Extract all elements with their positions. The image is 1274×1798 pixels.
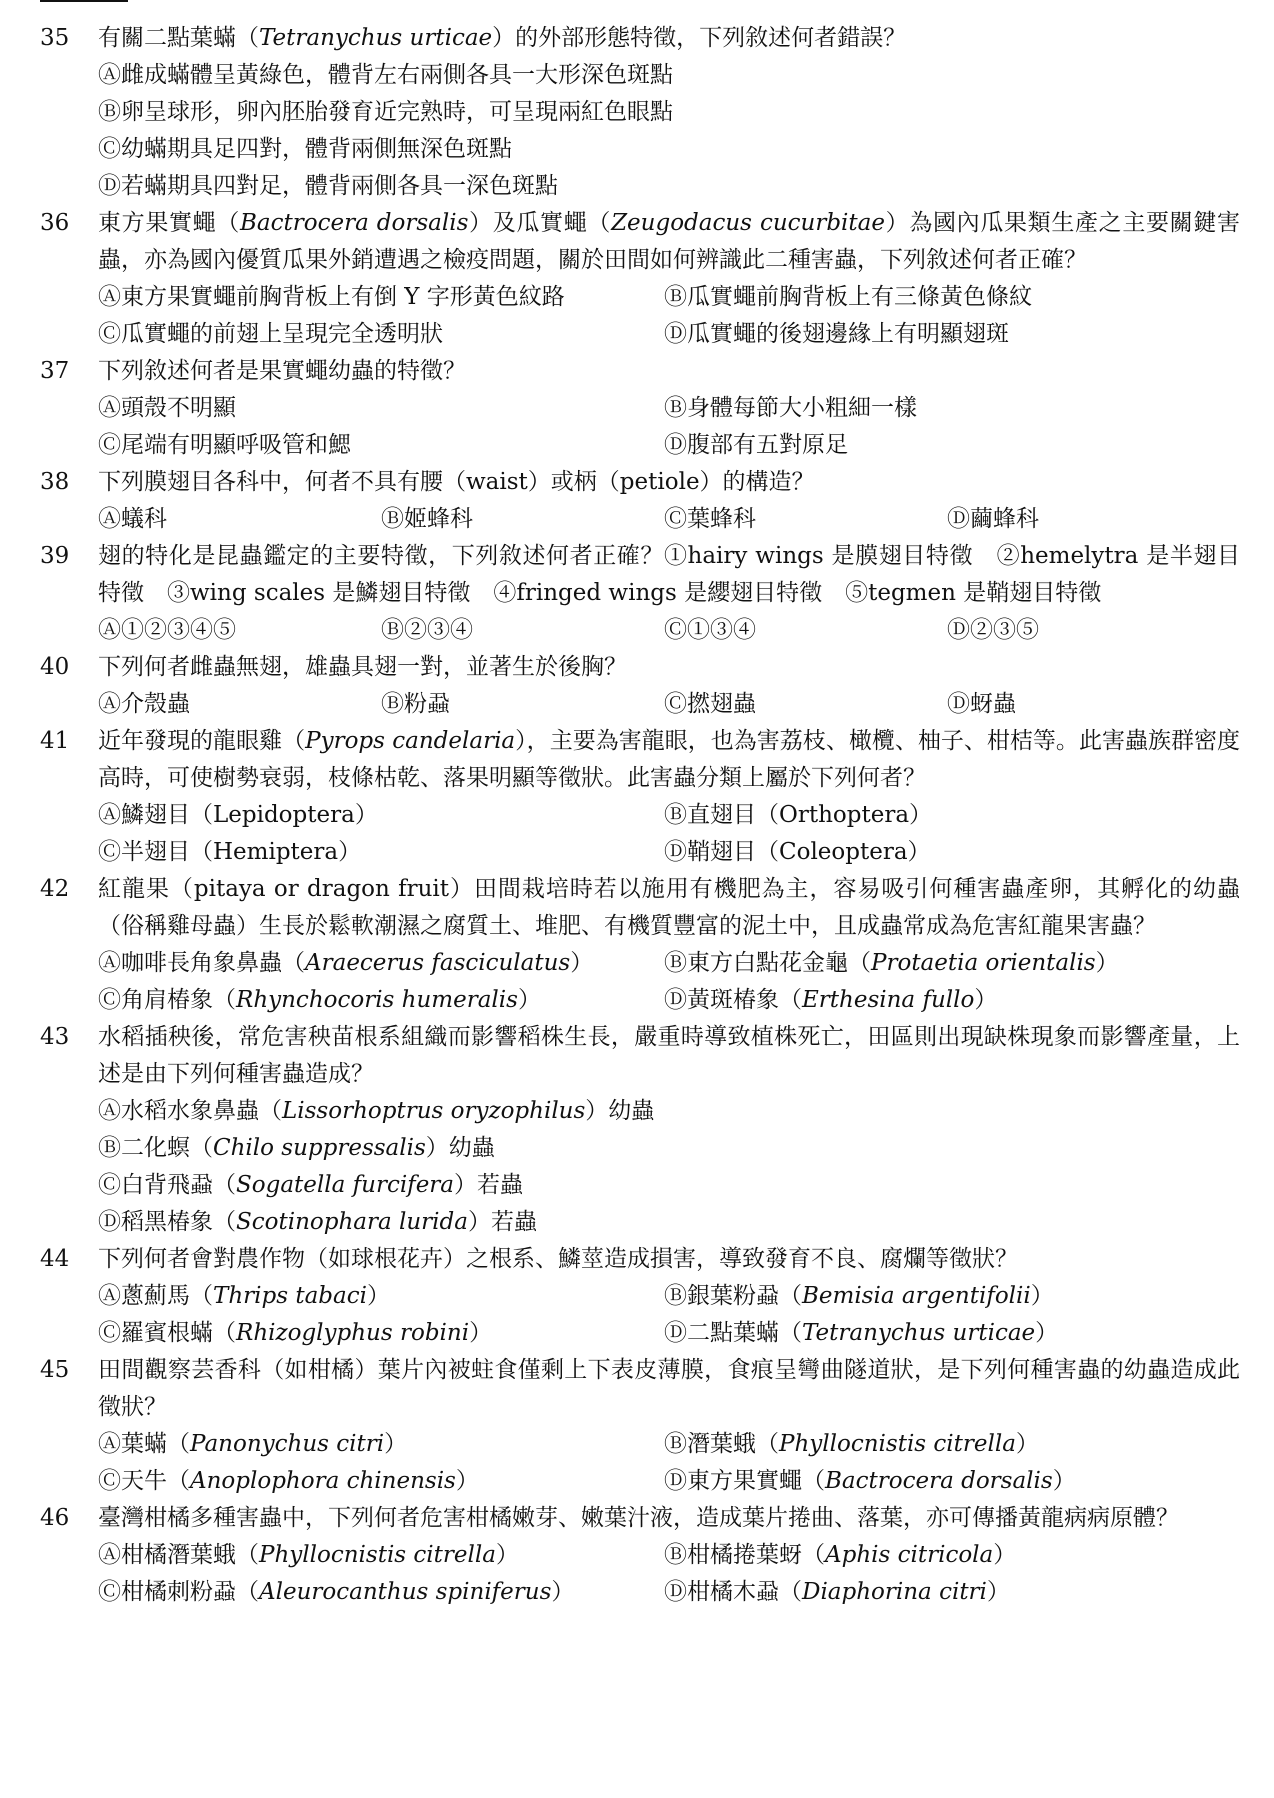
question-stem: 田間觀察芸香科（如柑橘）葉片內被蛀食僅剩上下表皮薄膜，食痕呈彎曲隧道狀，是下列何種害蟲的幼蟲造成此徵狀？ (98, 1357, 1240, 1420)
answer-option-c: Ⓒ①③④ (664, 617, 756, 643)
answer-option-b: Ⓑ瓜實蠅前胸背板上有三條黃色條紋 (664, 284, 1032, 310)
question-number: 38 (40, 469, 70, 495)
answer-option-c: Ⓒ天牛（Anoplophora chinensis） (98, 1468, 479, 1494)
answer-options (98, 57, 1240, 205)
answer-option-b: Ⓑ身體每節大小粗細一樣 (664, 395, 917, 421)
question-43 (40, 1019, 1240, 1241)
question-header (40, 1352, 1240, 1426)
question-stem: 東方果實蠅（Bactrocera dorsalis）及瓜實蠅（Zeugodacus cucurbitae）為國內瓜果類生產之主要關鍵害蟲，亦為國內優質瓜果外銷遭遇之檢疫問題，關於田間如何辨識此二種害蟲，下列敘述何者正確？ (98, 210, 1241, 273)
question-header (40, 353, 1240, 390)
answer-option-d: Ⓓ東方果實蠅（Bactrocera dorsalis） (664, 1468, 1076, 1494)
question-header (40, 1241, 1240, 1278)
answer-option-b: Ⓑ柑橘捲葉蚜（Aphis citricola） (664, 1542, 1017, 1568)
question-number: 46 (40, 1505, 70, 1531)
answer-option-a: Ⓐ介殼蟲 (98, 691, 190, 717)
answer-option-a: Ⓐ①②③④⑤ (98, 617, 236, 643)
question-number: 44 (40, 1246, 70, 1272)
question-stem: 有關二點葉蟎（Tetranychus urticae）的外部形態特徵，下列敘述何者錯誤？ (98, 25, 907, 51)
question-header (40, 464, 1240, 501)
question-header (40, 538, 1240, 612)
answer-option-c: Ⓒ撚翅蟲 (664, 691, 756, 717)
answer-option-d: Ⓓ瓜實蠅的後翅邊緣上有明顯翅斑 (664, 321, 1009, 347)
question-stem: 紅龍果（pitaya or dragon fruit）田間栽培時若以施用有機肥為主，容易吸引何種害蟲產卵，其孵化的幼蟲（俗稱雞母蟲）生長於鬆軟潮濕之腐質土、堆肥、有機質豐富的泥土中，且成蟲常成為危害紅龍果害蟲？ (98, 876, 1240, 939)
question-number: 42 (40, 876, 70, 902)
answer-option-c: Ⓒ尾端有明顯呼吸管和鰓 (98, 432, 351, 458)
answer-options (98, 279, 1240, 353)
question-46 (40, 1500, 1240, 1611)
question-header (40, 871, 1240, 945)
answer-option-a: Ⓐ咖啡長角象鼻蟲（Araecerus fasciculatus） (98, 950, 594, 976)
question-stem: 下列膜翅目各科中，何者不具有腰（waist）或柄（petiole）的構造？ (98, 469, 815, 495)
answer-options (98, 1426, 1240, 1500)
question-header (40, 649, 1240, 686)
answer-option-d: Ⓓ繭蜂科 (947, 506, 1039, 532)
answer-option-d: Ⓓ②③⑤ (947, 617, 1039, 643)
answer-option-c: Ⓒ角肩椿象（Rhynchocoris humeralis） (98, 987, 541, 1013)
answer-options (98, 797, 1240, 871)
question-39 (40, 538, 1240, 649)
answer-option-a: Ⓐ葉蟎（Panonychus citri） (98, 1431, 408, 1457)
question-number: 39 (40, 543, 70, 569)
question-stem: 翅的特化是昆蟲鑑定的主要特徵，下列敘述何者正確？①hairy wings 是膜翅目特徵 ②hemelytra 是半翅目特徵 ③wing scales 是鱗翅目特徵 ④fringed wings 是纓翅目特徵 ⑤tegmen 是鞘翅目特徵 (98, 543, 1240, 606)
question-number: 36 (40, 210, 70, 236)
answer-option-d: Ⓓ黃斑椿象（Erthesina fullo） (664, 987, 998, 1013)
question-41 (40, 723, 1240, 871)
answer-option-d: Ⓓ腹部有五對原足 (664, 432, 848, 458)
answer-option-a: Ⓐ雌成蟎體呈黃綠色，體背左右兩側各具一大形深色斑點 (98, 62, 673, 88)
question-stem: 水稻插秧後，常危害秧苗根系組織而影響稻株生長，嚴重時導致植株死亡，田區則出現缺株現象而影響產量，上述是由下列何種害蟲造成？ (98, 1024, 1240, 1087)
answer-option-b: Ⓑ姬蜂科 (381, 506, 473, 532)
question-header (40, 723, 1240, 797)
question-stem: 臺灣柑橘多種害蟲中，下列何者危害柑橘嫩芽、嫩葉汁液，造成葉片捲曲、落葉，亦可傳播黃龍病病原體？ (98, 1505, 1179, 1531)
question-45 (40, 1352, 1240, 1500)
question-number: 37 (40, 358, 70, 384)
answer-option-c: Ⓒ葉蜂科 (664, 506, 756, 532)
answer-option-d: Ⓓ蚜蟲 (947, 691, 1016, 717)
answer-options (98, 686, 1240, 723)
answer-option-c: Ⓒ白背飛蝨（Sogatella furcifera）若蟲 (98, 1172, 524, 1198)
answer-option-b: Ⓑ直翅目（Orthoptera） (664, 802, 933, 828)
answer-option-b: Ⓑ銀葉粉蝨（Bemisia argentifolii） (664, 1283, 1054, 1309)
answer-option-c: Ⓒ羅賓根蟎（Rhizoglyphus robini） (98, 1320, 493, 1346)
question-header (40, 1500, 1240, 1537)
question-header (40, 20, 1240, 57)
answer-option-c: Ⓒ柑橘刺粉蝨（Aleurocanthus spiniferus） (98, 1579, 575, 1605)
answer-options (98, 501, 1240, 538)
question-header (40, 1019, 1240, 1093)
answer-options (98, 390, 1240, 464)
answer-option-b: Ⓑ卵呈球形，卵內胚胎發育近完熟時，可呈現兩紅色眼點 (98, 99, 673, 125)
answer-option-d: Ⓓ若蟎期具四對足，體背兩側各具一深色斑點 (98, 173, 558, 199)
answer-options (98, 1537, 1240, 1611)
answer-option-c: Ⓒ幼蟎期具足四對，體背兩側無深色斑點 (98, 136, 512, 162)
answer-option-a: Ⓐ頭殼不明顯 (98, 395, 236, 421)
question-list (40, 20, 1240, 1611)
answer-option-c: Ⓒ半翅目（Hemiptera） (98, 839, 362, 865)
answer-option-a: Ⓐ東方果實蠅前胸背板上有倒 Y 字形黃色紋路 (98, 284, 565, 310)
question-header (40, 205, 1240, 279)
answer-options (98, 612, 1240, 649)
answer-option-b: Ⓑ東方白點花金龜（Protaetia orientalis） (664, 950, 1119, 976)
answer-option-c: Ⓒ瓜實蠅的前翅上呈現完全透明狀 (98, 321, 443, 347)
question-42 (40, 871, 1240, 1019)
question-number: 45 (40, 1357, 70, 1383)
answer-option-d: Ⓓ稻黑椿象（Scotinophara lurida）若蟲 (98, 1209, 537, 1235)
answer-option-b: Ⓑ潛葉蛾（Phyllocnistis citrella） (664, 1431, 1039, 1457)
question-37 (40, 353, 1240, 464)
answer-options (98, 1278, 1240, 1352)
question-44 (40, 1241, 1240, 1352)
answer-option-d: Ⓓ柑橘木蝨（Diaphorina citri） (664, 1579, 1010, 1605)
answer-option-a: Ⓐ水稻水象鼻蟲（Lissorhoptrus oryzophilus）幼蟲 (98, 1098, 655, 1124)
answer-option-b: Ⓑ二化螟（Chilo suppressalis）幼蟲 (98, 1135, 495, 1161)
question-number: 40 (40, 654, 70, 680)
answer-options (98, 1093, 1240, 1241)
question-stem: 下列敘述何者是果實蠅幼蟲的特徵？ (98, 358, 466, 384)
answer-option-b: Ⓑ粉蝨 (381, 691, 450, 717)
question-number: 41 (40, 728, 70, 754)
answer-option-a: Ⓐ蟻科 (98, 506, 167, 532)
question-number: 35 (40, 25, 70, 51)
question-stem: 下列何者會對農作物（如球根花卉）之根系、鱗莖造成損害，導致發育不良、腐爛等徵狀？ (98, 1246, 1018, 1272)
answer-option-d: Ⓓ二點葉蟎（Tetranychus urticae） (664, 1320, 1059, 1346)
question-stem: 近年發現的龍眼雞（Pyrops candelaria），主要為害龍眼，也為害荔枝、橄欖、柚子、柑桔等。此害蟲族群密度高時，可使樹勢衰弱，枝條枯乾、落果明顯等徵狀。此害蟲分類上屬於下列何者？ (98, 728, 1241, 791)
header-rule (40, 0, 128, 2)
answer-option-a: Ⓐ柑橘潛葉蛾（Phyllocnistis citrella） (98, 1542, 519, 1568)
answer-option-a: Ⓐ鱗翅目（Lepidoptera） (98, 802, 378, 828)
answer-option-a: Ⓐ蔥薊馬（Thrips tabaci） (98, 1283, 390, 1309)
question-40 (40, 649, 1240, 723)
question-number: 43 (40, 1024, 70, 1050)
question-35 (40, 20, 1240, 205)
question-36 (40, 205, 1240, 353)
answer-option-d: Ⓓ鞘翅目（Coleoptera） (664, 839, 931, 865)
question-stem: 下列何者雌蟲無翅，雄蟲具翅一對，並著生於後胸？ (98, 654, 627, 680)
answer-options (98, 945, 1240, 1019)
question-38 (40, 464, 1240, 538)
answer-option-b: Ⓑ②③④ (381, 617, 473, 643)
